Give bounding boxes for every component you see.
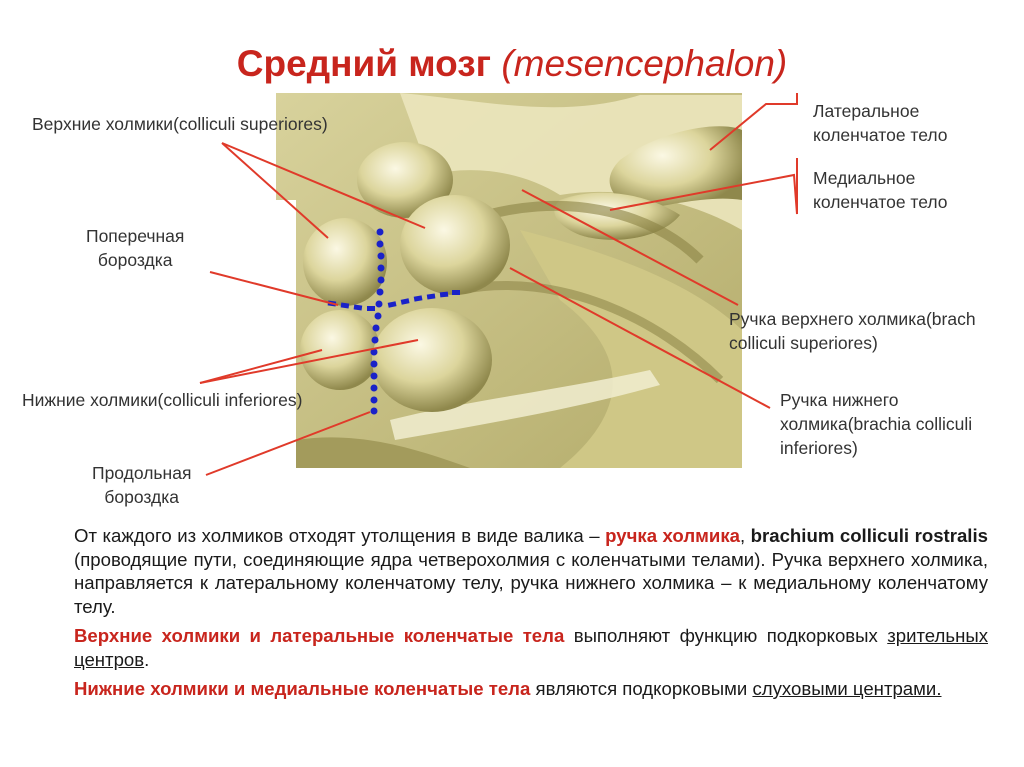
label-colliculi-inferiores xyxy=(22,388,302,412)
paragraph-auditory-centers xyxy=(74,677,988,701)
label-line: Ручка нижнего xyxy=(780,390,899,410)
paragraph-brachium xyxy=(74,524,988,618)
superior-colliculus-right xyxy=(400,195,510,295)
label-colliculi-superiores xyxy=(32,112,328,136)
term-visual-centers: зрительных центров xyxy=(74,625,988,670)
description-text xyxy=(74,524,988,701)
term-latin: brachium colliculi rostralis xyxy=(750,525,988,546)
title-latin: (mesencephalon) xyxy=(501,43,788,84)
label-line: бороздка xyxy=(97,250,173,270)
superior-colliculus-left xyxy=(303,218,387,306)
text-run: выполняют функцию подкорковых xyxy=(564,625,888,646)
term-brachium: ручка холмика xyxy=(605,525,740,546)
label-line: Продольная xyxy=(92,463,192,483)
label-line: Ручка верхнего холмика(brach xyxy=(729,309,976,329)
term-inferior: Нижние холмики и медиальные коленчатые тела xyxy=(74,678,531,699)
text-run: От каждого из холмиков отходят утолщения в виде валика – xyxy=(74,525,606,546)
title-main: Средний мозг xyxy=(236,43,492,84)
label-line: Медиальное xyxy=(813,168,916,188)
label-line: colliculi superiores) xyxy=(729,333,878,353)
label-brachium-inferior xyxy=(780,388,972,460)
label-text: Верхние холмики(colliculi superiores) xyxy=(32,114,328,134)
label-line: коленчатое тело xyxy=(813,192,948,212)
label-lateral-geniculate xyxy=(813,99,948,147)
label-medial-geniculate xyxy=(813,166,948,214)
paragraph-visual-centers xyxy=(74,624,988,671)
inferior-colliculus-right xyxy=(372,308,492,412)
text-run: являются подкорковыми xyxy=(530,678,753,699)
term-superior: Верхние холмики и латеральные коленчатые тела xyxy=(74,625,565,646)
label-longitudinal-groove xyxy=(92,461,191,509)
label-brachium-superior xyxy=(729,307,976,355)
label-line: холмика(brachia colliculi xyxy=(780,414,973,434)
term-auditory-centers: слуховыми центрами. xyxy=(752,678,942,699)
label-line: Латеральное xyxy=(813,101,920,121)
text-run: . xyxy=(144,648,150,670)
text-run: , xyxy=(739,525,751,546)
label-line: inferiores) xyxy=(780,438,858,458)
label-line: коленчатое тело xyxy=(813,125,948,145)
label-transverse-groove xyxy=(86,224,184,272)
text-run: (проводящие пути, соединяющие ядра четверохолмия с коленчатыми телами). Ручка верхнего холмика, направляется к латеральному коленчатому телу, ручка нижнего холмика – к медиальному коленчатому телу. xyxy=(74,548,988,617)
label-line: бороздка xyxy=(104,487,180,507)
label-text: Нижние холмики(colliculi inferiores) xyxy=(22,390,303,410)
label-line: Поперечная xyxy=(86,226,185,246)
